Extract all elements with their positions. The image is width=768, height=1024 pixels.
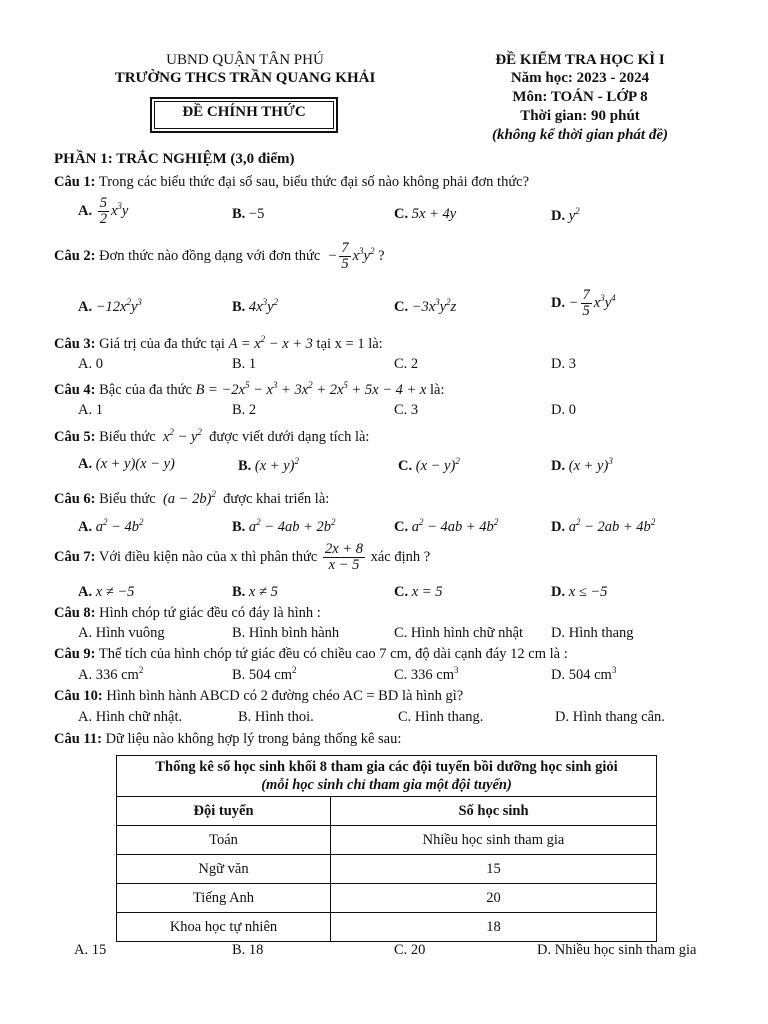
option-5d: D. $(x + y)^3$ bbox=[551, 456, 613, 474]
table-title-cell bbox=[117, 756, 657, 797]
option-7c: C. x = 5 bbox=[394, 584, 443, 600]
subject: Môn: TOÁN - LỚP 8 bbox=[512, 89, 648, 105]
exam-title: ĐỀ KIỂM TRA HỌC KÌ I bbox=[495, 52, 665, 68]
option-7a: A. x ≠ −5 bbox=[78, 584, 135, 600]
question-8: Câu 8: Hình chóp tứ giác đều có đáy là hình : bbox=[54, 605, 321, 621]
option-9c: C. 336 $cm^3$ bbox=[394, 665, 459, 683]
question-text: Trong các biểu thức đại số sau, biểu thức đại số nào không phải đơn thức? bbox=[98, 174, 530, 190]
option-8d: D. Hình thang bbox=[551, 625, 634, 641]
team-cell: Toán bbox=[117, 826, 331, 855]
question-5: Câu 5: Biểu thức $x^2 - y^2$ được viết dưới dạng tích là: bbox=[54, 427, 370, 445]
option-5a: A. (x + y)(x − y) bbox=[78, 456, 175, 472]
option-9a: A. 336 $cm^2$ bbox=[78, 665, 144, 683]
school-year: Năm học: 2023 - 2024 bbox=[510, 70, 650, 86]
team-cell: Ngữ văn bbox=[117, 855, 331, 884]
official-label: ĐỀ CHÍNH THỨC bbox=[182, 104, 306, 120]
question-10: Câu 10: Hình bình hành ABCD có 2 đường chéo AC = BD là hình gì? bbox=[54, 688, 464, 704]
question-6: Câu 6: Biểu thức $(a - 2b)^2$ được khai triển là: bbox=[54, 489, 330, 507]
question-7: Câu 7: Với điều kiện nào của x thì phân thức $\frac{2x + 8}{x - 5}$ xác định ? bbox=[54, 541, 431, 574]
table-row bbox=[117, 855, 657, 884]
option-2b: B. $4x^3y^2$ bbox=[232, 297, 279, 315]
option-6b: B. $a^2 - 4ab + 2b^2$ bbox=[232, 517, 336, 535]
option-10a: A. Hình chữ nhật. bbox=[78, 709, 183, 725]
option-4b: B. 2 bbox=[232, 402, 257, 418]
option-3b: B. 1 bbox=[232, 356, 257, 372]
option-9b: B. 504 $cm^2$ bbox=[232, 665, 297, 683]
option-3d: D. 3 bbox=[551, 356, 576, 372]
option-4c: C. 3 bbox=[394, 402, 419, 418]
district-name: UBND QUẬN TÂN PHÚ bbox=[166, 52, 324, 68]
table-header-count: Số học sinh bbox=[331, 797, 657, 826]
option-4a: A. 1 bbox=[78, 402, 103, 418]
option-5c: C. $(x - y)^2$ bbox=[398, 456, 460, 474]
table-subtitle: (mỗi học sinh chỉ tham gia một đội tuyển) bbox=[261, 777, 512, 793]
option-2c: C. $-3x^3y^2z$ bbox=[394, 297, 457, 315]
table-header-team: Đội tuyển bbox=[117, 797, 331, 826]
option-11d: D. Nhiều học sinh tham gia bbox=[537, 942, 697, 958]
option-3a: A. 0 bbox=[78, 356, 103, 372]
option-3c: C. 2 bbox=[394, 356, 419, 372]
option-1a: A. $\frac{5}{2}$ $x^3y$ bbox=[78, 195, 129, 228]
option-7b: B. x ≠ 5 bbox=[232, 584, 278, 600]
option-4d: D. 0 bbox=[551, 402, 576, 418]
option-6a: A. $a^2 - 4b^2$ bbox=[78, 517, 144, 535]
option-11b: B. 18 bbox=[232, 942, 264, 958]
question-4: Câu 4: Bậc của đa thức $B = -2x^5 - x^3 + 3x^2 + 2x^5 + 5x - 4 + x$ là: bbox=[54, 380, 445, 398]
option-2a: A. $-12x^2y^3$ bbox=[78, 297, 142, 315]
option-1c: C. 5x + 4y bbox=[394, 206, 457, 222]
option-6c: C. $a^2 - 4ab + 4b^2$ bbox=[394, 517, 499, 535]
question-11: Câu 11: Dữ liệu nào không hợp lý trong bảng thống kê sau: bbox=[54, 731, 402, 747]
question-9: Câu 9: Thể tích của hình chóp tứ giác đều có chiều cao 7 cm, độ dài cạnh đáy 12 cm là : bbox=[54, 646, 568, 662]
option-8c: C. Hình hình chữ nhật bbox=[394, 625, 524, 641]
count-cell: 18 bbox=[331, 913, 657, 942]
option-1d: D. $y^2$ bbox=[551, 206, 580, 224]
count-cell: 15 bbox=[331, 855, 657, 884]
option-1b: B. −5 bbox=[232, 206, 265, 222]
option-11a: A. 15 bbox=[74, 942, 107, 958]
option-6d: D. $a^2 - 2ab + 4b^2$ bbox=[551, 517, 656, 535]
table-row bbox=[117, 826, 657, 855]
option-8a: A. Hình vuông bbox=[78, 625, 165, 641]
option-9d: D. 504 $cm^3$ bbox=[551, 665, 617, 683]
count-cell: Nhiều học sinh tham gia bbox=[331, 826, 657, 855]
option-8b: B. Hình bình hành bbox=[232, 625, 340, 641]
count-cell: 20 bbox=[331, 884, 657, 913]
table-row bbox=[117, 884, 657, 913]
school-name: TRƯỜNG THCS TRẦN QUANG KHẢI bbox=[114, 70, 376, 86]
question-1 bbox=[54, 174, 529, 191]
table-title: Thống kê số học sinh khối 8 tham gia các đội tuyển bồi dưỡng học sinh giỏi bbox=[155, 759, 618, 775]
option-10d: D. Hình thang cân. bbox=[555, 709, 665, 725]
option-11c: C. 20 bbox=[394, 942, 426, 958]
question-3: Câu 3: Giá trị của đa thức tại $A = x^2 - x + 3$ tại x = 1 là: bbox=[54, 334, 383, 352]
question-label: Câu 1: bbox=[54, 174, 96, 190]
section-title: PHẦN 1: TRẮC NGHIỆM (3,0 điểm) bbox=[54, 151, 295, 167]
option-10b: B. Hình thoi. bbox=[238, 709, 314, 725]
option-5b: B. $(x + y)^2$ bbox=[238, 456, 299, 474]
option-2d: D. − $\frac{7}{5}$ $x^3y^4$ bbox=[551, 287, 616, 320]
question-2: Câu 2: Đơn thức nào đồng dạng với đơn thức − $\frac{7}{5}$ $x^3y^2$ ? bbox=[54, 240, 385, 273]
statistics-table bbox=[116, 755, 657, 942]
team-cell: Tiếng Anh bbox=[117, 884, 331, 913]
option-7d: D. x ≤ −5 bbox=[551, 584, 608, 600]
team-cell: Khoa học tự nhiên bbox=[117, 913, 331, 942]
duration-note: (không kể thời gian phát đề) bbox=[492, 127, 668, 143]
duration: Thời gian: 90 phút bbox=[520, 108, 640, 124]
option-10c: C. Hình thang. bbox=[398, 709, 484, 725]
table-row bbox=[117, 913, 657, 942]
